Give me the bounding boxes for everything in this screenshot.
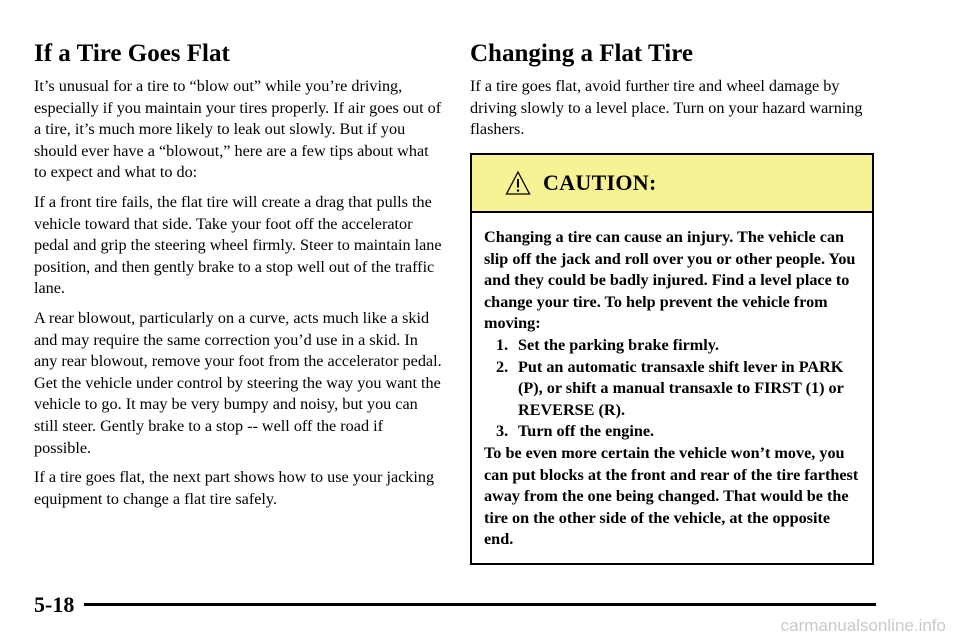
list-item (484, 421, 860, 443)
watermark: carmanualsonline.info (780, 616, 946, 635)
caution-outro: To be even more certain the vehicle won’t move, you can put blocks at the front and rear of the tire farthest away from the one being changed. That would be the tire on the other side of the vehicle, at the opposite end. (484, 443, 859, 549)
step-number: 1. (496, 335, 509, 354)
list-item (484, 357, 860, 422)
footer-divider (84, 603, 876, 606)
paragraph: If a front tire fails, the flat tire will create a drag that pulls the vehicle toward that side. Take your foot off the accelerator pedal and grip the steering wheel firmly. Steer to maintain lane position, and then gently brake to a stop well out of the traffic lane. (34, 192, 442, 298)
intro-paragraph: If a tire goes flat, avoid further tire and wheel damage by driving slowly to a level place. Turn on your hazard warning flashers. (470, 77, 863, 139)
step-number: 2. (496, 357, 509, 376)
left-column (34, 38, 444, 518)
step-text: Turn off the engine. (518, 422, 655, 441)
caution-title: CAUTION: (543, 170, 657, 195)
warning-triangle-icon (505, 170, 531, 196)
paragraph: A rear blowout, particularly on a curve, acts much like a skid and may require the same correction you’d use in a skid. In any rear blowout, remove your foot from the accelerator pedal. Get the vehicle under control by steering the way you want the vehicle to go. It may be very bumpy and noisy, but you can still steer. Gently brake to a stop -- well off the road if possible. (34, 308, 442, 457)
caution-header (472, 155, 872, 213)
step-number: 3. (496, 422, 509, 441)
caution-intro: Changing a tire can cause an injury. The vehicle can slip off the jack and roll over you or other people. You and they could be badly injured. Find a level place to change your tire. To help prevent the vehicle from moving: (484, 228, 856, 333)
right-column (470, 38, 885, 149)
list-item (484, 335, 860, 357)
caution-box (470, 153, 874, 565)
section-heading: If a Tire Goes Flat (34, 40, 230, 67)
section-heading: Changing a Flat Tire (470, 40, 693, 67)
caution-steps (484, 335, 860, 443)
paragraph: If a tire goes flat, the next part shows how to use your jacking equipment to change a flat tire safely. (34, 468, 435, 508)
paragraph: It’s unusual for a tire to “blow out” while you’re driving, especially if you maintain your tires properly. If air goes out of a tire, it’s much more likely to leak out slowly. But if you should ever have a “blowout,” here are a few tips about what to expect and what to do: (34, 77, 442, 182)
caution-body (472, 213, 872, 551)
step-text: Set the parking brake firmly. (518, 335, 719, 354)
step-text: Put an automatic transaxle shift lever in PARK (P), or shift a manual transaxle to FIRST (1) or REVERSE (R). (518, 357, 844, 419)
page-number: 5-18 (34, 592, 75, 617)
